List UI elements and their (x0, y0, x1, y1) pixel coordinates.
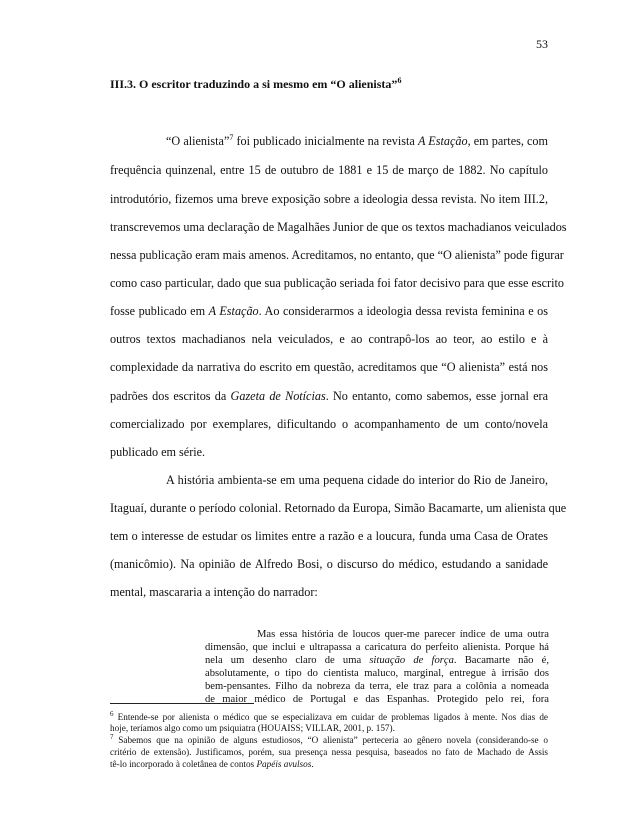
text-run: . No entanto, como sabemos, esse jornal era (325, 389, 548, 403)
paragraph-line: nessa publicação eram mais amenos. Acreditamos, no entanto, que “O alienista” pode figurar (110, 248, 564, 262)
quote-line: Mas essa história de loucos quer-me parecer índice de uma outra (257, 629, 549, 640)
paragraph-line: frequência quinzenal, entre 15 de outubro de 1881 e 15 de março de 1882. No capítulo (110, 163, 548, 177)
footnote-divider (110, 703, 254, 704)
paragraph-line: como caso particular, dado que sua publicação seriada foi fator decisivo para que esse escrito (110, 276, 564, 290)
footnote-number: 6 (110, 710, 114, 718)
paragraph-line: complexidade da narrativa do escrito em questão, acreditamos que “O alienista” está nos (110, 360, 548, 374)
section-heading (110, 77, 550, 92)
footnote-line: critério de extensão). Justificamos, porém, sua presença nessa pesquisa, baseados no fato de Machado de Assis (110, 747, 548, 757)
paragraph-line: publicado em série. (110, 445, 206, 459)
footnote-text: Entende-se por alienista o médico que se especializava em cuidar de problemas ligados à mente. Nos dias de (113, 712, 548, 722)
paragraph-line: outros textos machadianos nela veiculados, e ao contrapô-los ao teor, ao estilo e à (110, 332, 548, 346)
quote-line: de maior médico de Portugal e das Espanhas. Protegido pelo rei, fora (205, 694, 549, 705)
paragraph-line: Itaguaí, durante o período colonial. Retornado da Europa, Simão Bacamarte, um alienista que (110, 501, 567, 515)
footnote-text: Sabemos que na opinião de alguns estudiosos, “O alienista” perteceria ao gênero novela (considerando-se o (113, 735, 548, 745)
text-run: tê-lo incorporado à coletânea de contos (110, 759, 257, 769)
paragraph-line: mental, mascararia a intenção do narrador: (110, 585, 318, 599)
footnote-line: hoje, teríamos algo como um psiquiatra (HOUAISS; VILLAR, 2001, p. 157). (110, 723, 395, 733)
footnote-7 (110, 735, 548, 746)
text-run: foi publicado inicialmente na revista (233, 134, 418, 148)
paragraph-line: tem o interesse de estudar os limites entre a razão e a loucura, funda uma Casa de Orates (110, 529, 548, 543)
quote-line: dimensão, que inclui e ultrapassa a caricatura do perfeito alienista. Porque há (205, 642, 549, 653)
text-run: fosse publicado em (110, 304, 209, 318)
journal-title: A Estação (208, 304, 259, 318)
paragraph-line: transcrevemos uma declaração de Magalhães Junior de que os textos machadianos veiculados (110, 220, 567, 234)
paragraph-line (110, 304, 548, 318)
emphasis: situação de força (369, 655, 454, 666)
paragraph-line: introdutório, fizemos uma breve exposição sobre a ideologia dessa revista. No item III.2, (110, 192, 548, 206)
footnote-6 (110, 712, 548, 723)
newspaper-title: Gazeta de Notícias (230, 389, 326, 403)
text-run: . (311, 759, 314, 769)
book-title: Papéis avulsos (256, 759, 312, 769)
footnote-number: 7 (110, 733, 114, 741)
paragraph-line: comercializado por exemplares, dificultando o acompanhamento de um conto/novela (110, 417, 548, 431)
quote-line: bem-pensantes. Filho da nobreza da terra, ele traz para a colônia a nomeada (205, 681, 549, 692)
text-run: padrões dos escritos da (110, 389, 231, 403)
text-run: . Ao considerarmos a ideologia dessa revista feminina e os (258, 304, 548, 318)
quote-line: absolutamente, o tipo do cientista maluco, marginal, entregue à irrisão dos (205, 668, 549, 679)
text-run: . Bacamarte não é, (453, 655, 549, 666)
paragraph-line: A história ambienta-se em uma pequena cidade do interior do Rio de Janeiro, (166, 473, 548, 487)
quote-line (205, 654, 549, 667)
paragraph-line: (manicômio). Na opinião de Alfredo Bosi, o discurso do médico, estudando a sanidade (110, 557, 548, 571)
paragraph-line (166, 134, 548, 148)
text-run: “O alienista” (166, 134, 230, 148)
footnote-ref-7: 7 (229, 133, 234, 142)
journal-title: A Estação (417, 134, 468, 148)
footnote-ref-6: 6 (397, 76, 402, 85)
paragraph-line (110, 389, 548, 403)
section-heading-text: III.3. O escritor traduzindo a si mesmo em “O alienista” (110, 77, 398, 91)
text-run: , em partes, com (467, 134, 548, 148)
footnote-line (110, 759, 548, 770)
page-number: 53 (536, 37, 548, 51)
text-run: nela um desenho claro de uma (205, 655, 370, 666)
